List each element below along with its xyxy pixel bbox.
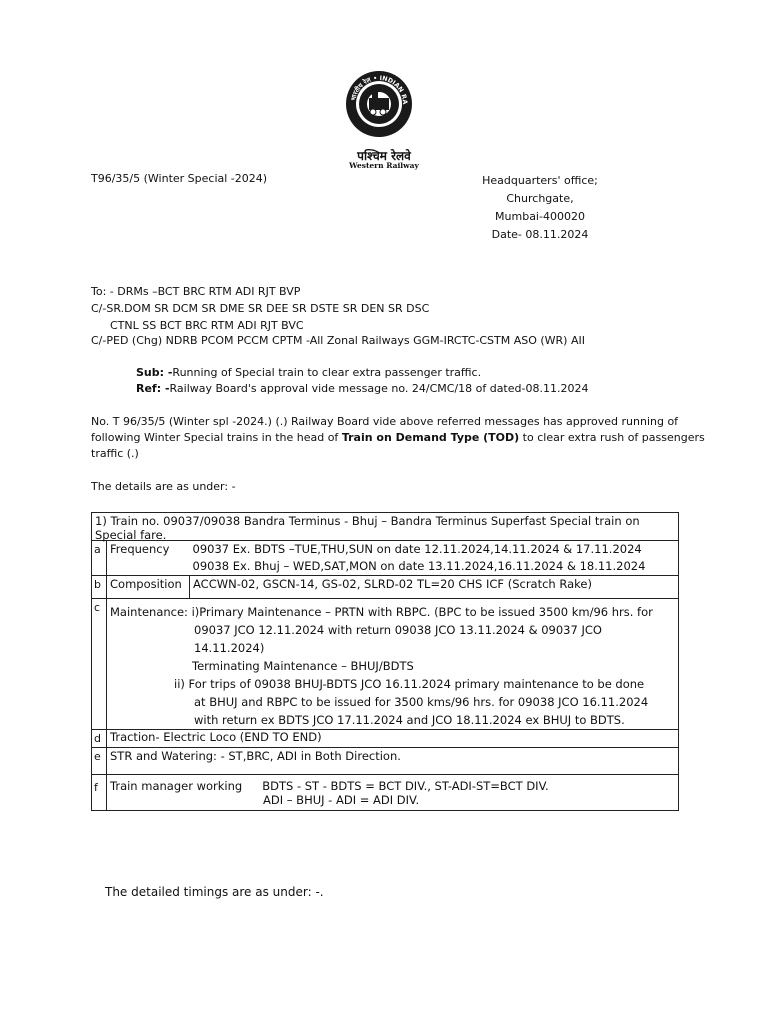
row-value: Train manager working BDTS - ST - BDTS = BCT DIV., ST-ADI-ST=BCT DIV. ADI – BHUJ - ADI = ADI DIV.	[107, 775, 679, 811]
train-title-cell: 1) Train no. 09037/09038 Bandra Terminus - Bhuj – Bandra Terminus Superfast Special train on Special fare.	[92, 513, 679, 541]
logo-english-name: Western Railway	[349, 161, 419, 170]
office-line: Headquarters' office;	[482, 174, 598, 187]
office-address-block	[470, 172, 610, 244]
row-label: Composition	[107, 576, 190, 599]
svg-text:भारतीय रेल • INDIAN RAILWAYS: भारतीय रेल • INDIAN RA	[350, 74, 409, 105]
reference-label: Ref: -	[136, 382, 170, 395]
row-key: d	[92, 730, 107, 748]
row-label: Maintenance:	[110, 605, 188, 619]
row-key: c	[92, 599, 107, 730]
row-key: b	[92, 576, 107, 599]
timings-intro: The detailed timings are as under: -.	[105, 885, 324, 899]
addressee-cc: C/-PED (Chg) NDRB PCOM PCCM CPTM -All Zonal Railways GGM-IRCTC-CSTM ASO (WR) AII	[91, 334, 585, 347]
subject-label: Sub: -	[136, 366, 173, 379]
addressee-cc: C/-SR.DOM SR DCM SR DME SR DEE SR DSTE SR DEN SR DSC	[91, 302, 430, 315]
table-row-train-manager	[92, 775, 679, 811]
body-paragraph	[91, 414, 705, 462]
reference-number: T96/35/5 (Winter Special -2024)	[91, 172, 268, 185]
body-line: No. T 96/35/5 (Winter spl -2024.) (.) Railway Board vide above referred messages has approved running of	[91, 415, 679, 428]
document-date: Date- 08.11.2024	[491, 228, 589, 241]
body-line: traffic (.)	[91, 447, 139, 460]
row-label: Traction- Electric Loco (END TO END)	[107, 730, 679, 748]
table-row-maintenance	[92, 599, 679, 730]
row-key: e	[92, 748, 107, 775]
table-row-str-watering	[92, 748, 679, 775]
train-details-table	[91, 512, 679, 811]
row-key: a	[92, 541, 107, 576]
logo-hindi-name: पश्चिम रेलवे	[357, 149, 411, 163]
western-railway-logo	[345, 70, 413, 150]
tod-emphasis: Train on Demand Type (TOD)	[341, 431, 520, 444]
row-label: STR and Watering: - ST,BRC, ADI in Both Direction.	[107, 748, 679, 775]
reference-text: Railway Board's approval vide message no. 24/CMC/18 of dated-08.11.2024	[169, 382, 589, 395]
office-line: Mumbai-400020	[495, 210, 585, 223]
office-line: Churchgate,	[506, 192, 574, 205]
table-row-frequency	[92, 541, 679, 576]
addressee-to: To: - DRMs –BCT BRC RTM ADI RJT BVP	[91, 285, 301, 298]
indian-railways-emblem-icon	[345, 70, 413, 150]
subject-line	[136, 366, 481, 380]
row-label: Frequency	[107, 541, 190, 576]
table-row-composition	[92, 576, 679, 599]
row-value: Maintenance: i)Primary Maintenance – PRTN with RBPC. (BPC to be issued 3500 km/96 hrs. for 09037 JCO 12.11.2024 with return 09038 JCO 13.11.2024 & 09037 JCO 14.11.2024) Terminating Maintenance – BHUJ/BDTS ii) For trips of 09038 BHUJ-BDTS JCO 16.11.2024 primary maintenance to be done at BHUJ and RBPC to be issued for 3500 kms/96 hrs. for 09038 JCO 16.11.2024 with return ex BDTS JCO 17.11.2024 and JCO 18.11.2024 ex BHUJ to BDTS.	[107, 599, 679, 730]
row-value: 09037 Ex. BDTS –TUE,THU,SUN on date 12.11.2024,14.11.2024 & 17.11.2024 09038 Ex. Bhuj – WED,SAT,MON on date 13.11.2024,16.11.2024 & 18.11.2024	[190, 541, 679, 576]
details-intro: The details are as under: -	[91, 480, 236, 493]
table-title-row	[92, 513, 679, 541]
addressee-cc: CTNL SS BCT BRC RTM ADI RJT BVC	[110, 319, 304, 332]
table-row-traction	[92, 730, 679, 748]
body-line: following Winter Special trains in the head of Train on Demand Type (TOD) to clear extra rush of passengers	[91, 431, 705, 444]
row-value: ACCWN-02, GSCN-14, GS-02, SLRD-02 TL=20 CHS ICF (Scratch Rake)	[190, 576, 679, 599]
subject-text: Running of Special train to clear extra passenger traffic.	[172, 366, 482, 379]
row-key: f	[92, 775, 107, 811]
reference-line	[136, 382, 588, 396]
row-label: Train manager working	[110, 779, 243, 793]
